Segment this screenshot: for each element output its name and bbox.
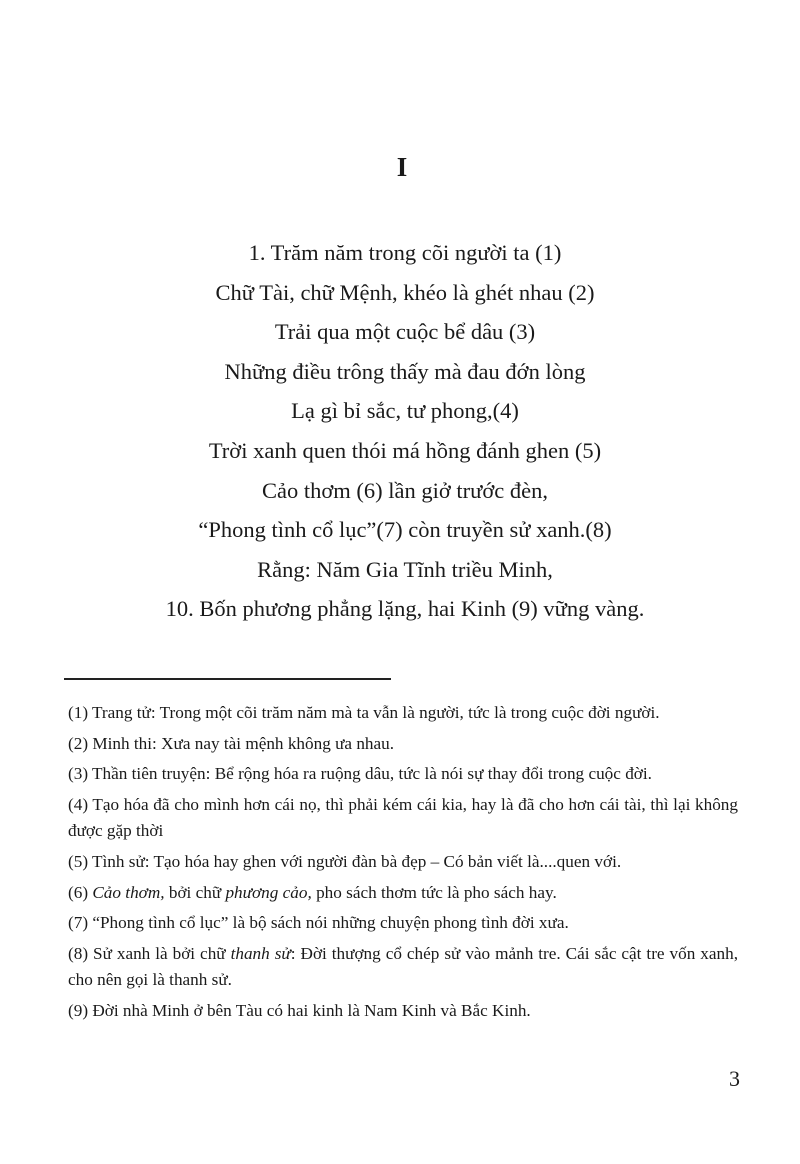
footnote-3: (3) Thần tiên truyện: Bể rộng hóa ra ruộng dâu, tức là nói sự thay đổi trong cuộc đời. <box>68 764 652 784</box>
footnote-italic-term: thanh sử <box>230 944 291 964</box>
footnote-9: (9) Đời nhà Minh ở bên Tàu có hai kinh là Nam Kinh và Bắc Kinh. <box>68 1001 531 1021</box>
footnote-text: bởi chữ <box>164 882 226 902</box>
footnote-5: (5) Tình sử: Tạo hóa hay ghen với người đàn bà đẹp – Có bản viết là....quen với. <box>68 852 622 872</box>
footnote-text: (6) <box>68 882 93 902</box>
footnote-8 <box>68 941 738 993</box>
poem-line: Trời xanh quen thói má hồng đánh ghen (5) <box>208 437 602 463</box>
poem-line: 10. Bốn phương phẳng lặng, hai Kinh (9) vững vàng. <box>165 596 645 622</box>
footnote-italic-term: phương cảo, <box>225 882 312 902</box>
footnotes-list <box>68 700 738 1029</box>
poem-line: 1. Trăm năm trong cõi người ta (1) <box>248 240 562 265</box>
poem-line: “Phong tình cổ lục”(7) còn truyền sử xanh.(8) <box>198 517 612 543</box>
footnote-6 <box>68 880 738 906</box>
page-number: 3 <box>729 1066 740 1091</box>
poem-line: Những điều trông thấy mà đau đớn lòng <box>224 358 586 384</box>
footnote-1: (1) Trang tử: Trong một cõi trăm năm mà ta vẫn là người, tức là trong cuộc đời người. <box>68 703 660 722</box>
poem-verses <box>0 233 800 629</box>
poem-line: Rằng: Năm Gia Tĩnh triều Minh, <box>257 556 553 582</box>
poem-line: Cảo thơm (6) lần giở trước đèn, <box>262 477 548 503</box>
poem-line: Chữ Tài, chữ Mệnh, khéo là ghét nhau (2) <box>215 279 595 305</box>
poem-line: Trải qua một cuộc bể dâu (3) <box>274 319 536 345</box>
chapter-heading: I <box>396 152 409 182</box>
footnote-text: : Đời thượng cổ chép sử vào mảnh tre. Cái sắc cật tre vốn xanh, cho nên gọi là thanh sử. <box>68 944 738 990</box>
footnote-4: (4) Tạo hóa đã cho mình hơn cái nọ, thì phải kém cái kia, hay là đã cho hơn cái tài, thì lại không được gặp thời <box>68 795 738 841</box>
footnote-text: (8) Sử xanh là bởi chữ <box>68 944 231 964</box>
footnote-italic-term: Cảo thơm, <box>92 882 165 902</box>
footnote-7: (7) “Phong tình cổ lục” là bộ sách nói những chuyện phong tình đời xưa. <box>68 913 569 933</box>
footnote-text: pho sách thơm tức là pho sách hay. <box>311 882 557 902</box>
poem-line: Lạ gì bỉ sắc, tư phong,(4) <box>291 398 519 424</box>
footnote-2: (2) Minh thi: Xưa nay tài mệnh không ưa nhau. <box>68 733 395 753</box>
footnote-divider <box>64 678 391 680</box>
